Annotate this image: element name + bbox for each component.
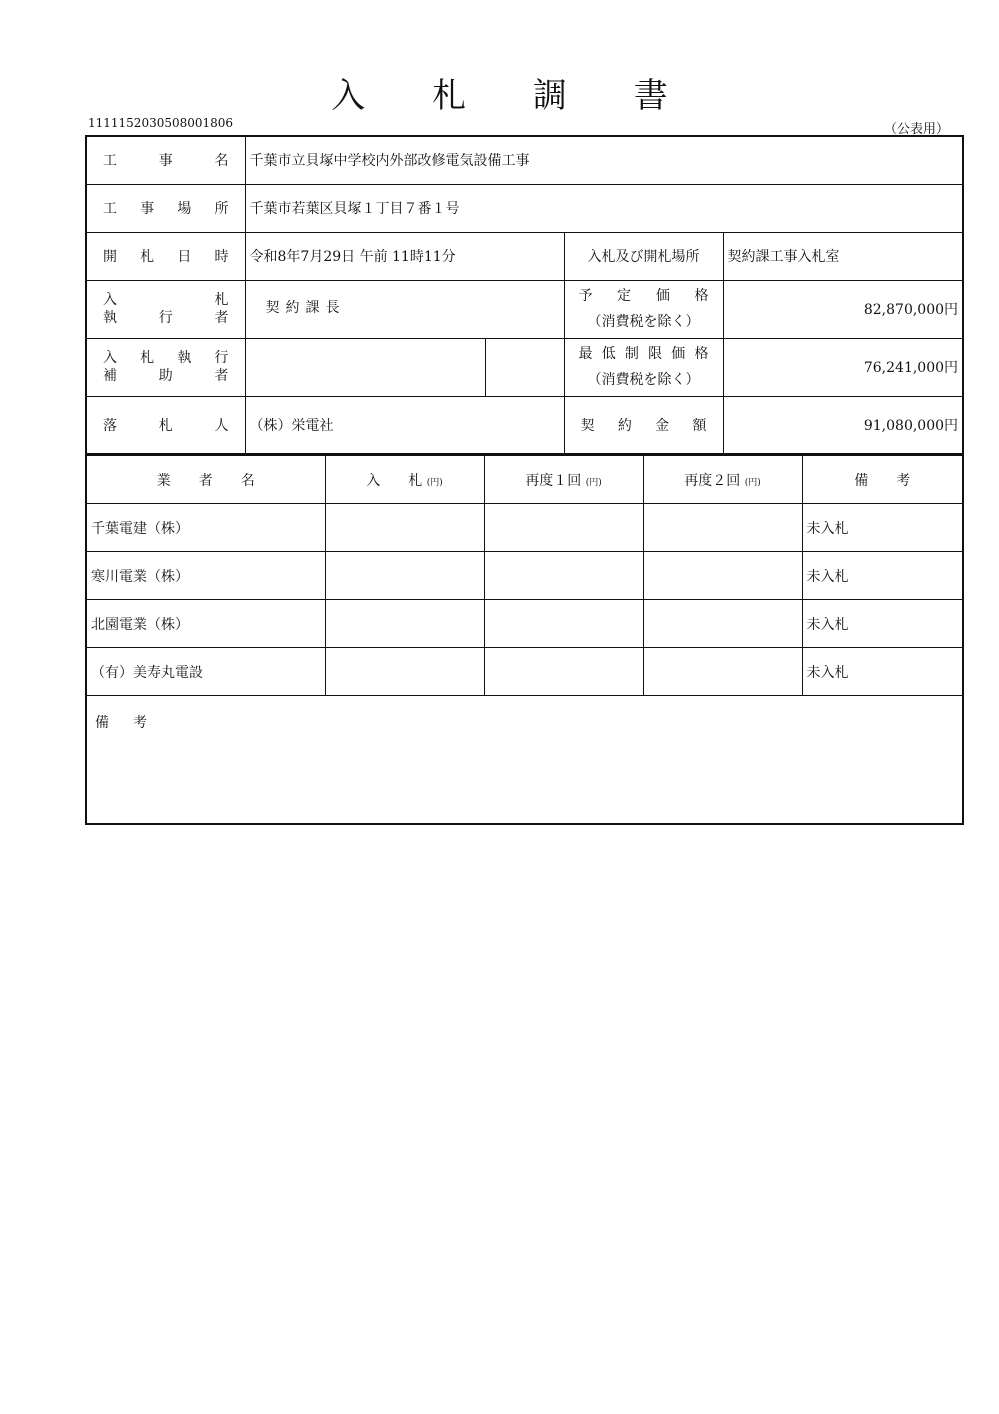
assistant-cell-2 — [485, 338, 564, 396]
rebid1-amount — [484, 504, 643, 552]
rebid2-amount — [643, 648, 802, 696]
planned-price-note: （消費税を除く） — [587, 314, 700, 330]
document-title: 入 札 調 書 — [331, 76, 696, 116]
rebid2-amount — [643, 600, 802, 648]
company-header: 業 者 名 — [86, 456, 325, 504]
bid-note: 未入札 — [802, 504, 963, 552]
rebid1-header — [484, 456, 643, 504]
rebid1-amount — [484, 552, 643, 600]
min-price-label-text: 最 低 制 限 価 格 — [578, 346, 709, 362]
bid-header-text: 入 札 — [366, 472, 423, 489]
bid-note: 未入札 — [802, 600, 963, 648]
executor-label — [86, 280, 245, 338]
bid-unit: (円) — [426, 477, 443, 488]
table-row — [86, 552, 963, 600]
venue-label: 入札及び開札場所 — [564, 232, 723, 280]
table-row — [86, 504, 963, 552]
assistant-label — [86, 338, 245, 396]
assistant-label-line2: 補 助 者 — [103, 368, 229, 384]
construction-place-label: 工 事 場 所 — [86, 184, 245, 232]
construction-name-label: 工 事 名 — [86, 136, 245, 184]
rebid2-header — [643, 456, 802, 504]
bid-amount — [325, 504, 484, 552]
planned-price-label — [564, 280, 723, 338]
rebid2-unit: (円) — [744, 477, 761, 488]
company-name: 寒川電業（株） — [86, 552, 325, 600]
bidders-table — [85, 455, 964, 825]
bid-note: 未入札 — [802, 552, 963, 600]
bid-amount — [325, 648, 484, 696]
planned-price: 82,870,000円 — [723, 280, 963, 338]
rebid1-amount — [484, 600, 643, 648]
venue: 契約課工事入札室 — [723, 232, 963, 280]
bid-amount — [325, 552, 484, 600]
planned-price-label-text: 予 定 価 格 — [578, 288, 709, 304]
min-price: 76,241,000円 — [723, 338, 963, 396]
bid-header — [325, 456, 484, 504]
table-row — [86, 648, 963, 696]
rebid2-header-text: 再度２回 — [684, 472, 741, 489]
executor: 契約課長 — [245, 280, 564, 338]
contract-amount-label: 契 約 金 額 — [564, 396, 723, 454]
assistant-label-line1: 入 札 執 行 — [103, 350, 229, 366]
executor-label-line1: 入 札 — [103, 292, 229, 308]
executor-label-line2: 執 行 者 — [103, 310, 229, 326]
min-price-label — [564, 338, 723, 396]
opening-date: 令和8年7月29日 午前 11時11分 — [245, 232, 564, 280]
rebid1-unit: (円) — [585, 477, 602, 488]
bid-record-table — [85, 135, 964, 455]
company-name: 千葉電建（株） — [86, 504, 325, 552]
construction-place: 千葉市若葉区貝塚１丁目７番１号 — [245, 184, 963, 232]
table-row — [86, 600, 963, 648]
note-header: 備 考 — [802, 456, 963, 504]
bid-amount — [325, 600, 484, 648]
opening-date-label: 開 札 日 時 — [86, 232, 245, 280]
assistant-cell-1 — [245, 338, 485, 396]
public-label: （公表用） — [883, 122, 949, 137]
remarks-section: 備考 — [86, 696, 963, 824]
company-name: （有）美寿丸電設 — [86, 648, 325, 696]
min-price-note: （消費税を除く） — [587, 372, 700, 388]
bid-note: 未入札 — [802, 648, 963, 696]
document-number: 1111152030508001806 — [88, 116, 234, 130]
contract-amount: 91,080,000円 — [723, 396, 963, 454]
rebid2-amount — [643, 552, 802, 600]
rebid1-amount — [484, 648, 643, 696]
rebid2-amount — [643, 504, 802, 552]
construction-name: 千葉市立貝塚中学校内外部改修電気設備工事 — [245, 136, 963, 184]
rebid1-header-text: 再度１回 — [525, 472, 582, 489]
winner: （株）栄電社 — [245, 396, 564, 454]
company-name: 北園電業（株） — [86, 600, 325, 648]
winner-label: 落 札 人 — [86, 396, 245, 454]
